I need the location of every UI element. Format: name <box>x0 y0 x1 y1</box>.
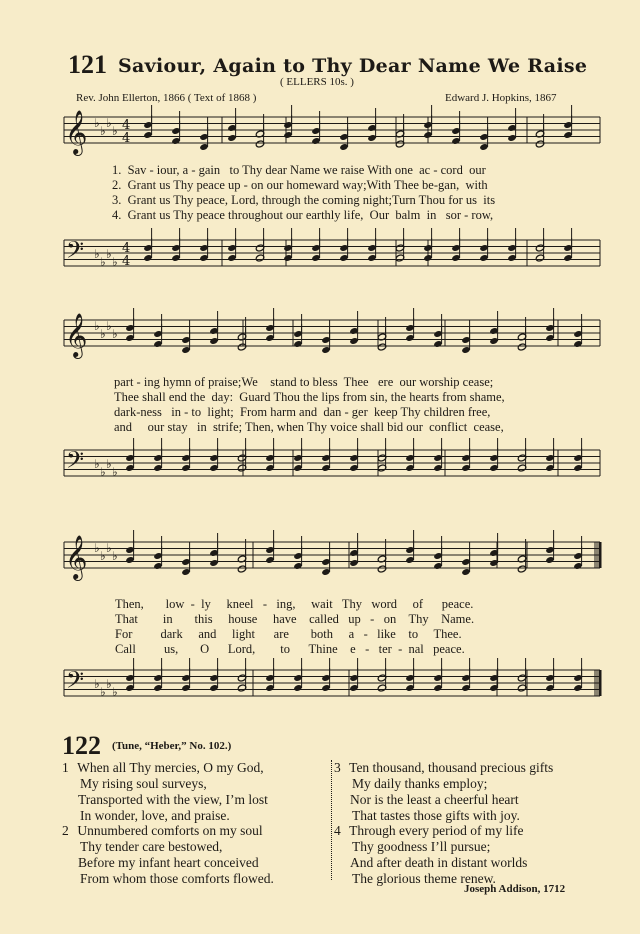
verse-line: From whom those comforts flowed. <box>80 871 274 886</box>
flat-sign-icon: ♭ <box>94 319 100 333</box>
verse-line: Ten thousand, thousand precious gifts <box>349 760 554 775</box>
flat-sign-icon: ♭ <box>94 247 100 261</box>
flat-sign-icon: ♭ <box>112 327 118 341</box>
verse-2 <box>62 823 332 887</box>
flat-sign-icon: ♭ <box>112 549 118 563</box>
treble-clef-icon: 𝄞 <box>65 313 88 357</box>
verse-line: Through every period of my life <box>349 823 524 838</box>
verse-line: My rising soul surveys, <box>80 776 207 791</box>
verse-line: Transported with the view, I’m lost <box>78 792 268 807</box>
flat-sign-icon: ♭ <box>100 327 106 341</box>
flat-sign-icon: ♭ <box>94 541 100 555</box>
lyric-line: Thee shall end the day: Guard Thou the lips from sin, the hearts from shame, <box>114 390 505 404</box>
verse-line: Before my infant heart conceived <box>78 855 259 870</box>
verse-line: Nor is the least a cheerful heart <box>350 792 519 807</box>
flat-sign-icon: ♭ <box>106 319 112 333</box>
lyric-line: and our stay in strife; Then, when Thy voice shall bid our conflict cease, <box>114 420 504 434</box>
verse-number: 2 <box>62 823 69 838</box>
flat-sign-icon: ♭ <box>112 465 118 479</box>
verse-number: 3 <box>334 760 341 775</box>
flat-sign-icon: ♭ <box>106 541 112 555</box>
time-signature: 4 <box>122 131 131 146</box>
lyric-line: 4. Grant us Thy peace throughout our earthly life, Our balm in sor - row, <box>112 208 494 222</box>
verse-line: The glorious theme renew. <box>352 871 496 886</box>
lyric-line: part - ing hymn of praise;We stand to bless Thee ere our worship cease; <box>114 375 494 389</box>
lyric-line: dark-ness in - to light; From harm and dan - ger keep Thy children free, <box>114 405 491 419</box>
text-author: Rev. John Ellerton, 1866 ( Text of 1868 ) <box>76 92 257 104</box>
flat-sign-icon: ♭ <box>100 549 106 563</box>
flat-sign-icon: ♭ <box>106 116 112 130</box>
composer: Edward J. Hopkins, 1867 <box>445 92 557 104</box>
tune-reference: (Tune, “Heber,” No. 102.) <box>112 740 232 752</box>
bass-clef-icon: 𝄢 <box>66 666 85 699</box>
lyric-line: That in this house have called up - on Thy Name. <box>115 612 475 626</box>
flat-sign-icon: ♭ <box>106 457 112 471</box>
verse-line: My daily thanks employ; <box>352 776 488 791</box>
verse-line: Thy goodness I’ll pursue; <box>352 839 491 854</box>
flat-sign-icon: ♭ <box>94 116 100 130</box>
verse-line: That tastes those gifts with joy. <box>352 808 520 823</box>
bass-clef-icon: 𝄢 <box>66 236 85 269</box>
verse-number: 1 <box>62 760 69 775</box>
verse-line: Unnumbered comforts on my soul <box>77 823 263 838</box>
lyric-line: For dark and light are both a - like to Thee. <box>115 627 462 641</box>
verse-line: Thy tender care bestowed, <box>80 839 223 854</box>
hymn-number: 122 <box>62 731 101 760</box>
lyric-line: 1. Sav - iour, a - gain to Thy dear Name we raise With one ac - cord our <box>112 163 486 177</box>
time-signature: 4 <box>122 254 131 269</box>
flat-sign-icon: ♭ <box>94 677 100 691</box>
verse-line: In wonder, love, and praise. <box>80 808 230 823</box>
time-signature: 4 <box>122 241 131 256</box>
treble-clef-icon: 𝄞 <box>65 535 88 579</box>
verse-1 <box>62 760 332 824</box>
text-author: Joseph Addison, 1712 <box>464 883 566 895</box>
verse-4 <box>334 823 614 887</box>
time-signature: 4 <box>122 118 131 133</box>
lyric-line: Then, low - ly kneel - ing, wait Thy word of peace. <box>115 597 474 611</box>
tune-name: ( ELLERS 10s. ) <box>280 76 354 88</box>
treble-clef-icon: 𝄞 <box>65 110 88 154</box>
verse-line: When all Thy mercies, O my God, <box>77 760 264 775</box>
column-divider <box>331 760 333 880</box>
verse-3 <box>334 760 614 824</box>
flat-sign-icon: ♭ <box>100 255 106 269</box>
verse-number: 4 <box>334 823 341 838</box>
flat-sign-icon: ♭ <box>100 685 106 699</box>
verse-line: And after death in distant worlds <box>350 855 528 870</box>
lyric-line: Call us, O Lord, to Thine e - ter - nal peace. <box>115 642 465 656</box>
bass-clef-icon: 𝄢 <box>66 446 85 479</box>
lyric-line: 2. Grant us Thy peace up - on our homeward way;With Thee be-gan, with <box>112 178 488 192</box>
flat-sign-icon: ♭ <box>112 685 118 699</box>
hymn-number: 121 <box>68 50 107 79</box>
flat-sign-icon: ♭ <box>94 457 100 471</box>
flat-sign-icon: ♭ <box>100 465 106 479</box>
flat-sign-icon: ♭ <box>106 247 112 261</box>
lyric-line: 3. Grant us Thy peace, Lord, through the coming night;Turn Thou for us its <box>112 193 496 207</box>
hymn-title: Saviour, Again to Thy Dear Name We Raise <box>118 55 588 77</box>
flat-sign-icon: ♭ <box>112 124 118 138</box>
flat-sign-icon: ♭ <box>112 255 118 269</box>
flat-sign-icon: ♭ <box>100 124 106 138</box>
flat-sign-icon: ♭ <box>106 677 112 691</box>
